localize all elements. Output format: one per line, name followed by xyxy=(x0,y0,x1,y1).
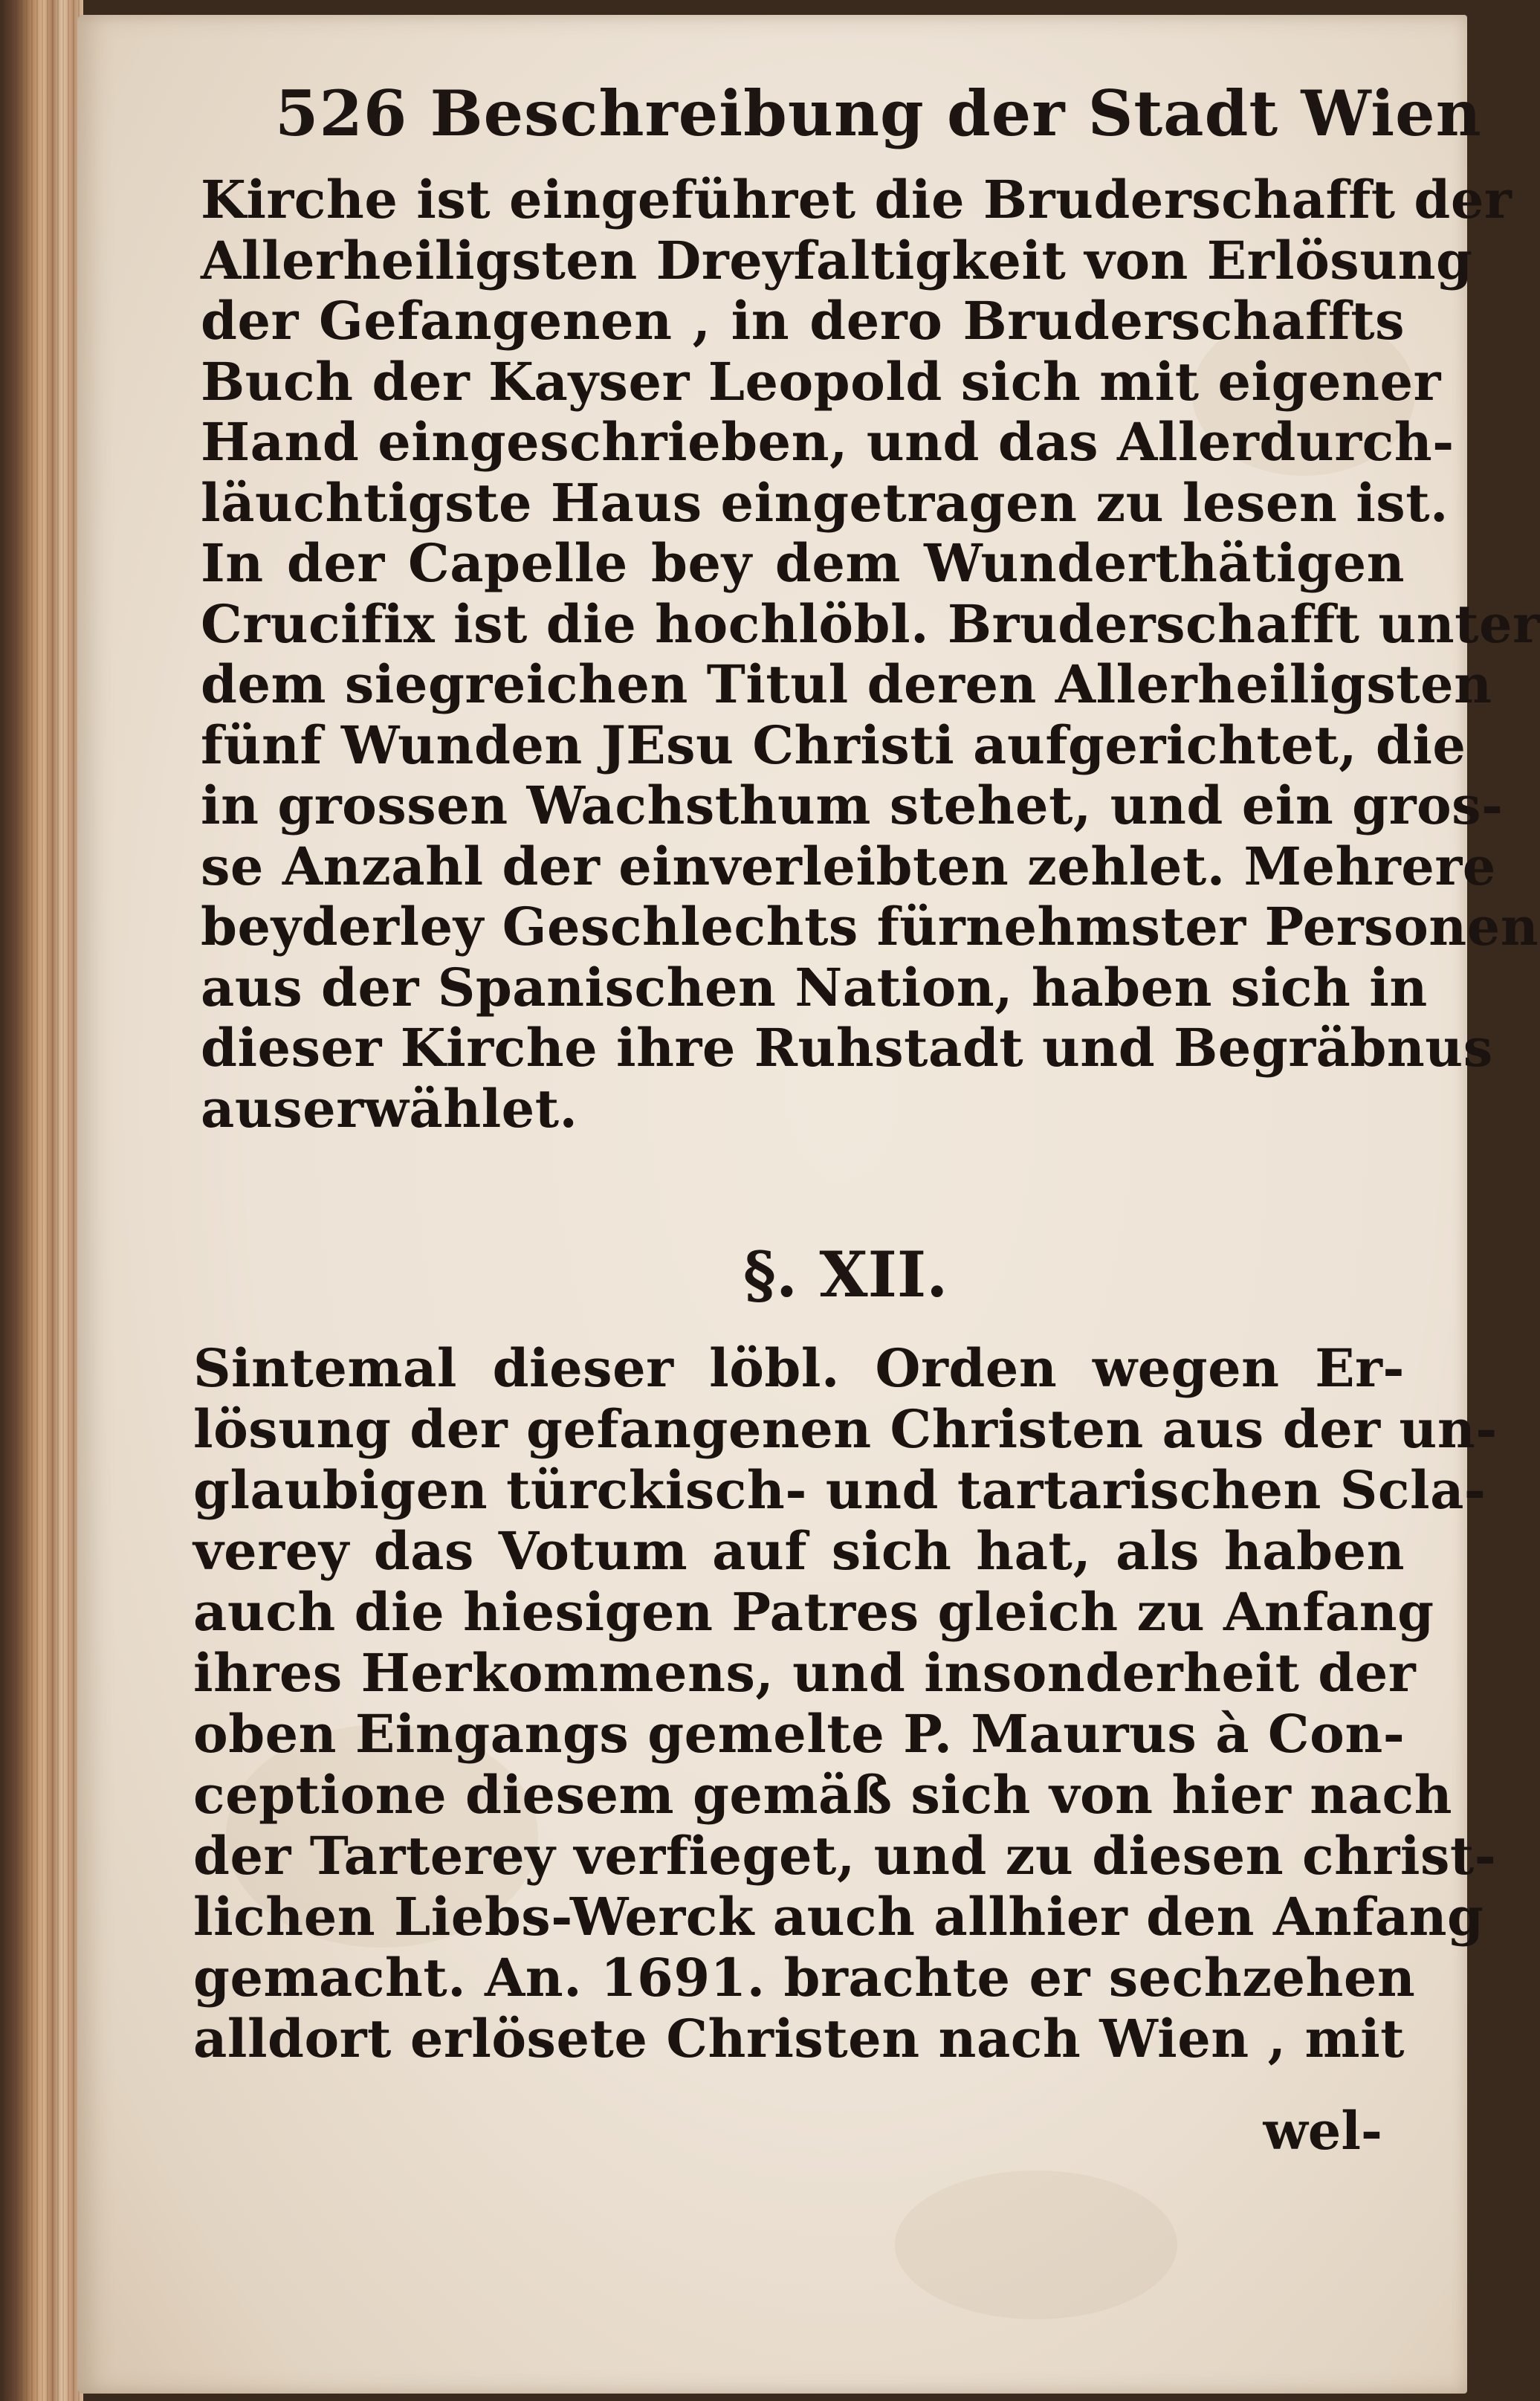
text-line: oben Eingangs gemelte P. Maurus à Con- xyxy=(193,1703,1405,1765)
text-line: dieser Kirche ihre Ruhstadt und Begräbnus xyxy=(201,1017,1493,1079)
section-heading: §. XII. xyxy=(743,1238,948,1311)
book-page-edges xyxy=(0,0,83,2401)
text-line: se Anzahl der einverleibten zehlet. Mehrere xyxy=(201,835,1496,897)
text-line: der Tarterey verfieget, und zu diesen christ- xyxy=(193,1825,1497,1887)
catchword: wel- xyxy=(1263,2100,1382,2162)
text-line: beyderley Geschlechts fürnehmster Personen xyxy=(201,896,1539,957)
text-line: Buch der Kayser Leopold sich mit eigener xyxy=(201,350,1441,413)
text-line: läuchtigste Haus eingetragen zu lesen ist. xyxy=(201,471,1449,534)
text-line: gemacht. An. 1691. brachte er sechzehen xyxy=(193,1947,1416,2009)
text-line: Crucifix ist die hochlöbl. Bruderschafft unter xyxy=(201,592,1540,655)
text-line: In der Capelle bey dem Wunderthätigen xyxy=(201,532,1405,594)
text-line: lichen Liebs-Werck auch allhier den Anfang xyxy=(193,1886,1484,1948)
page-header xyxy=(275,73,1482,155)
text-line: lösung der gefangenen Christen aus der un- xyxy=(193,1398,1498,1460)
text-line: dem siegreichen Titul deren Allerheiligsten xyxy=(201,653,1492,715)
paper-stain xyxy=(895,2171,1177,2319)
text-line: Allerheiligsten Dreyfaltigkeit von Erlösung xyxy=(201,229,1473,291)
text-line: Kirche ist eingeführet die Bruderschafft der xyxy=(201,169,1512,230)
text-line: auserwählet. xyxy=(201,1077,578,1140)
text-line: aus der Spanischen Nation, haben sich in xyxy=(201,956,1428,1018)
text-block-1 xyxy=(201,169,1540,1140)
text-line: glaubigen türckisch- und tartarischen Scla- xyxy=(193,1459,1486,1521)
page-number: 526 xyxy=(275,77,408,150)
text-line: auch die hiesigen Patres gleich zu Anfang xyxy=(193,1581,1434,1643)
text-line: Sintemal dieser löbl. Orden wegen Er- xyxy=(193,1337,1405,1399)
text-line: alldort erlösete Christen nach Wien , mit xyxy=(193,2008,1405,2069)
text-line: verey das Votum auf sich hat, als haben xyxy=(193,1520,1405,1582)
text-line: in grossen Wachsthum stehet, und ein gros- xyxy=(201,775,1504,836)
text-line: der Gefangenen , in dero Bruderschaffts xyxy=(201,290,1405,352)
running-title: Beschreibung der Stadt Wien xyxy=(430,77,1482,150)
text-line: Hand eingeschrieben, und das Allerdurch- xyxy=(201,411,1455,473)
text-line: ceptione diesem gemäß sich von hier nach xyxy=(193,1764,1452,1826)
text-block-2 xyxy=(193,1337,1498,2069)
text-line: ihres Herkommens, und insonderheit der xyxy=(193,1642,1417,1704)
text-line: fünf Wunden JEsu Christi aufgerichtet, die xyxy=(201,714,1466,776)
